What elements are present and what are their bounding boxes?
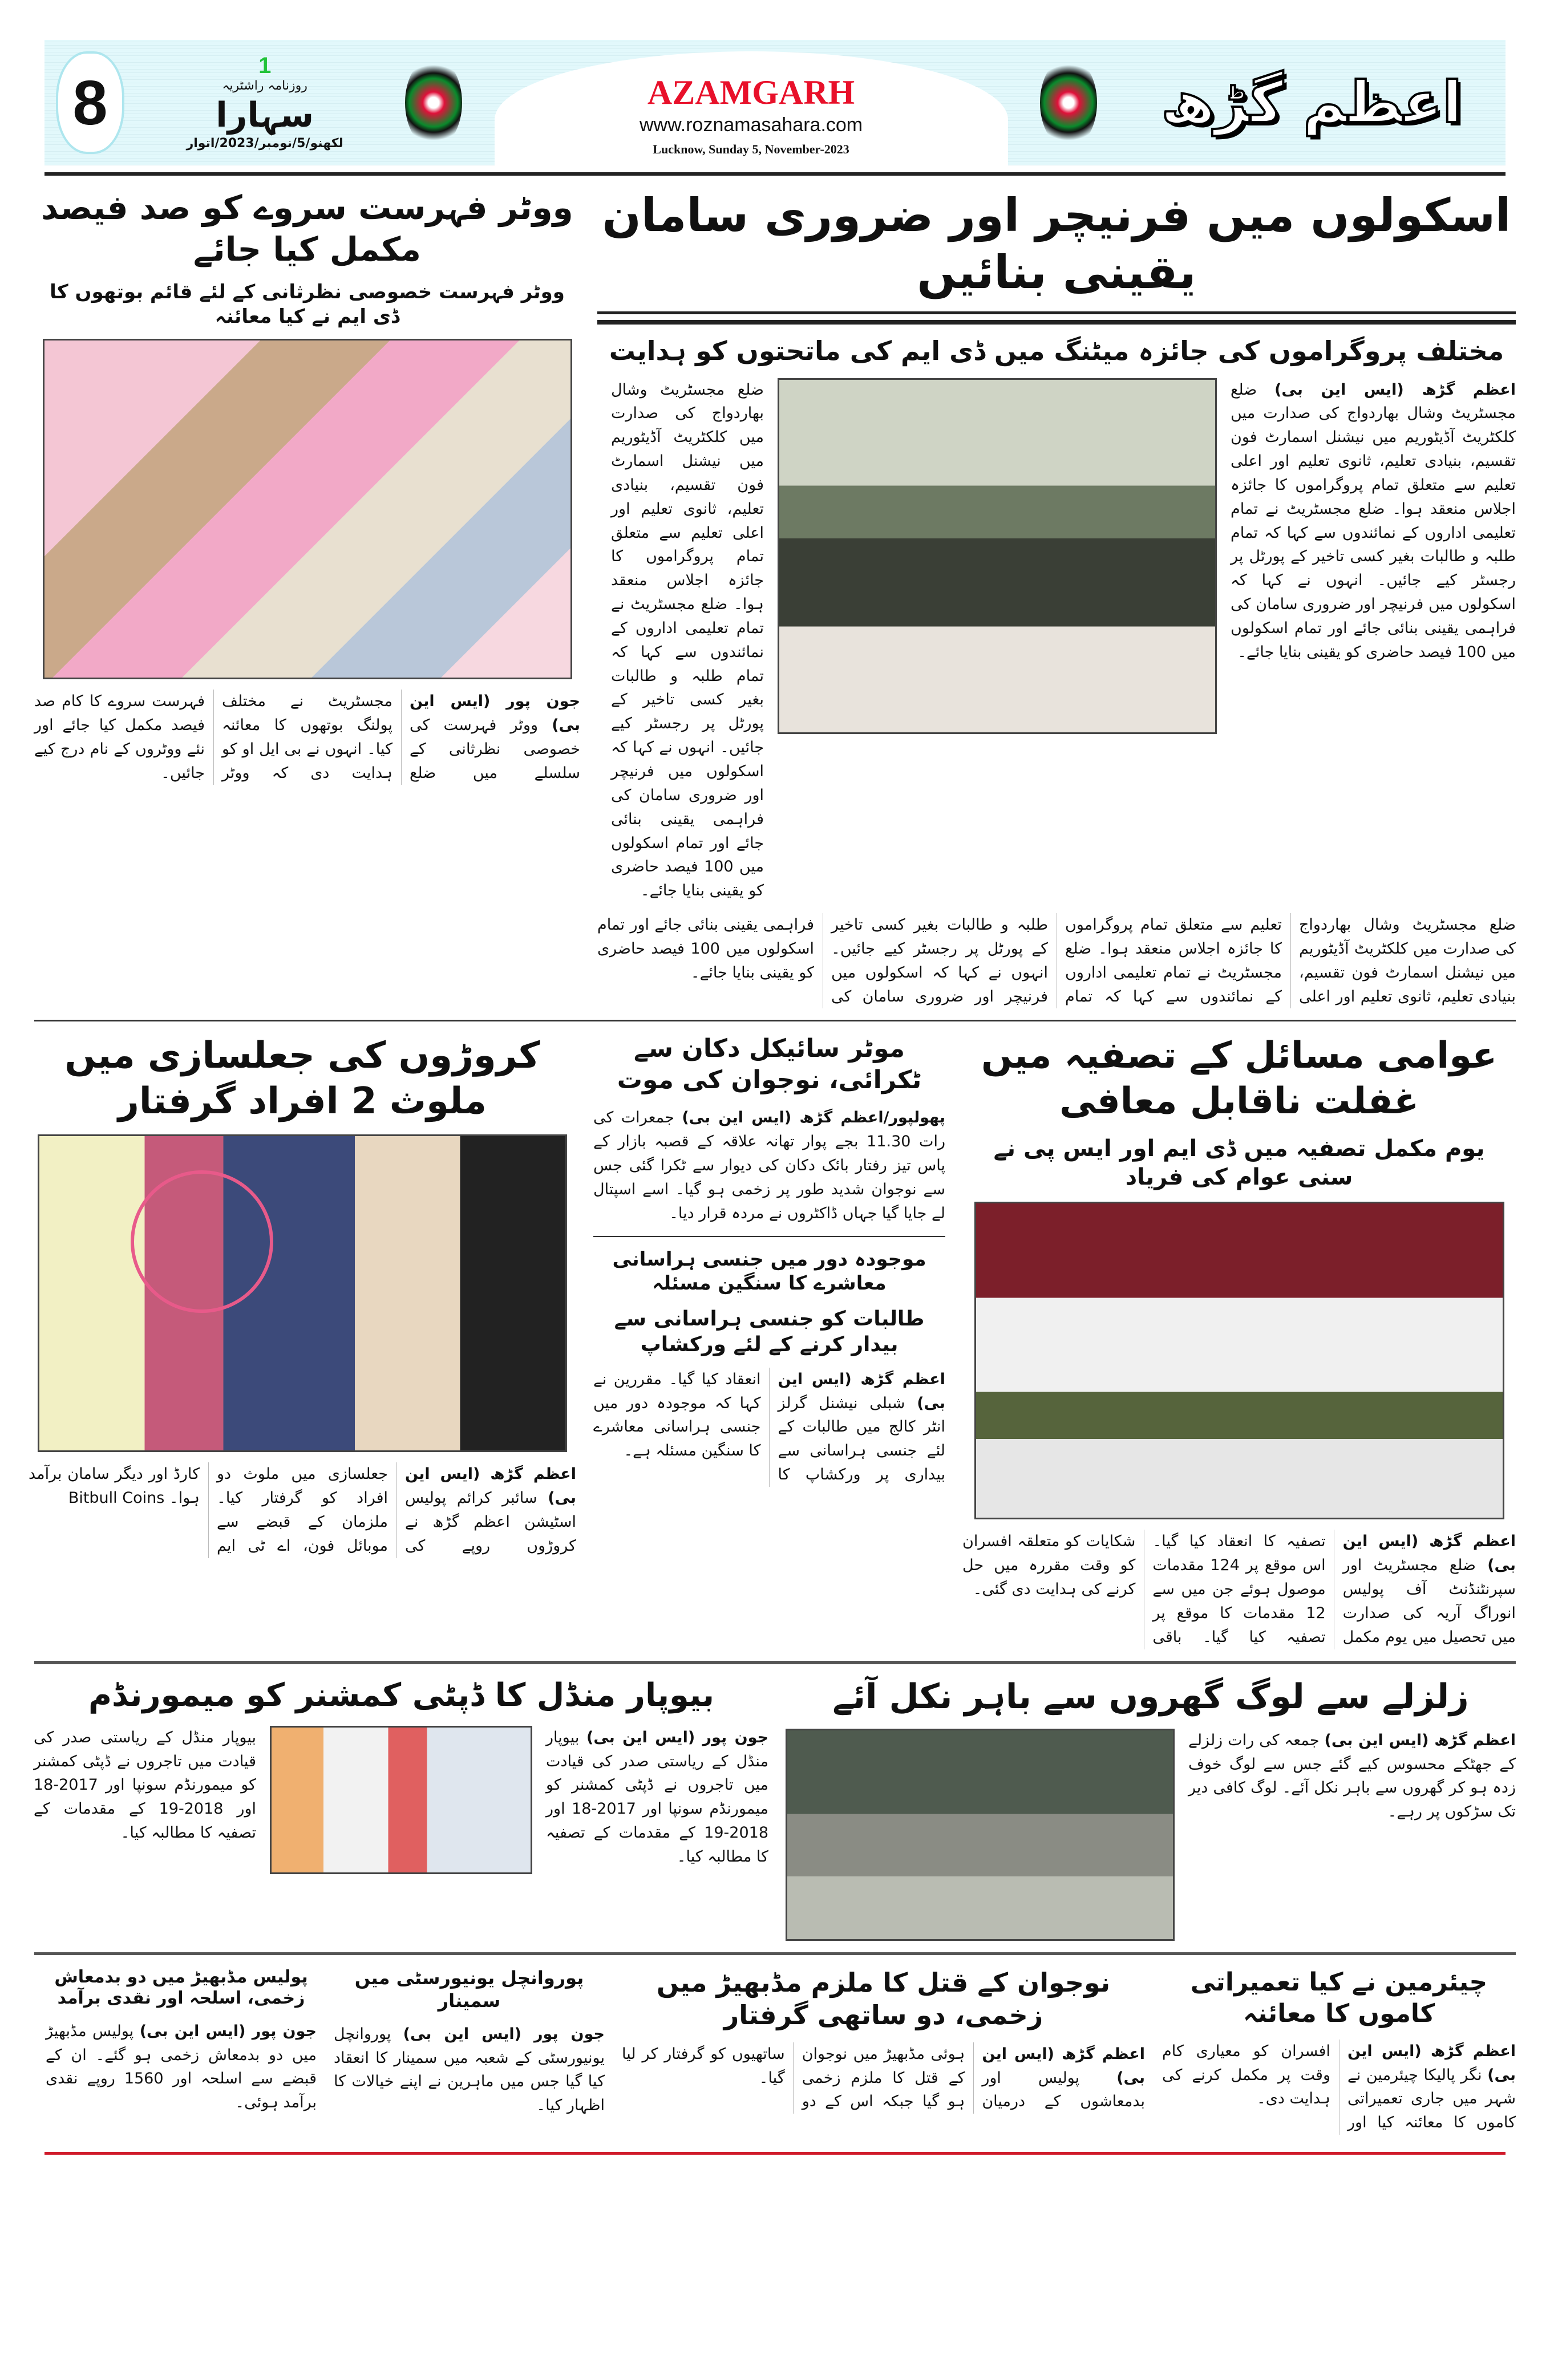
headline: عوامی مسائل کے تصفیہ میں غفلت ناقابل معافی [981,1035,1498,1123]
article-text: ووٹر فہرست کی خصوصی نظرثانی کے سلسلے میں ضلع مجسٹریٹ نے مختلف پولنگ بوتھوں کا معائنہ کیا۔ انہوں نے بی ایل او کو ہدایت دی کہ ووٹر فہرست سروے کا کام صد فیصد مکمل کیا جائے اور نئے ووٹروں کے نام درج کیے جائیں۔ [34,692,580,782]
website-link[interactable]: www.roznamasahara.com [639,114,863,136]
byline: اعظم گڑھ (ایس این بی) [1324,1731,1516,1749]
byline: اعظم گڑھ (ایس این بی) [982,2045,1145,2087]
article-body-continued [611,378,764,903]
logo-block [156,40,373,165]
byline: اعظم گڑھ (ایس این بی) [1347,2042,1516,2084]
byline: جون پور (ایس این بی) [586,1728,768,1746]
headline: موٹر سائیکل دکان سے ٹکرائی، نوجوان کی موت [617,1034,922,1095]
article-earthquake [786,1676,1516,1941]
divider [34,1020,1516,1021]
byline: اعظم گڑھ (ایس این بی) [778,1370,945,1412]
masthead-dome [495,51,1008,165]
row-3 [34,1676,1516,1941]
article-text: جمعرات کی رات 11.30 بجے پوار تھانہ علاقہ کے قصبہ بازار کے پاس تیز رفتار بائک دکان کی دیوار سے ٹکرا گئی جس سے نوجوان شدید طور پر زخمی ہو گیا۔ اسے اسپتال لے جایا گیا جہاں ڈاکٹروں نے مردہ قرار دیا۔ [593,1109,945,1222]
article-body [29,1462,576,1558]
article-text: بیوپار منڈل کے ریاستی صدر کی قیادت میں تاجروں نے ڈپٹی کمشنر کو میمورنڈم سونپا اور 2017-18 اور 2018-19 کے مقدمات کے تصفیہ کا مطالبہ کیا۔ [546,1728,768,1866]
article-body [593,1368,945,1487]
headline: کروڑوں کی جعلسازی میں ملوث 2 افراد گرفتار [64,1035,540,1123]
row-1 [34,187,1516,1008]
article-text: نگر پالیکا چیئرمین نے شہر میں جاری تعمیراتی کاموں کا معائنہ کیا اور افسران کو معیاری کام وقت پر مکمل کرنے کی ہدایت دی۔ [1162,2042,1516,2132]
article-text: پولیس اور بدمعاشوں کے درمیان ہوئی مڈبھیڑ میں نوجوان کے قتل کا ملزم زخمی ہو گیا جبکہ اس کے دو ساتھیوں کو گرفتار کر لیا گیا۔ [622,2045,1145,2111]
logo-mark: 1 [258,53,272,79]
headline: اسکولوں میں فرنیچر اور ضروری سامان یقینی بنائیں [602,189,1511,299]
headline: چیئرمین نے کیا تعمیراتی کاموں کا معائنہ [1190,1967,1488,2028]
masthead [44,40,1506,165]
byline: اعظم گڑھ (ایس این بی) [405,1465,576,1507]
article-body [46,2020,317,2115]
headline: موجودہ دور میں جنسی ہراسانی معاشرے کا سنگین مسئلہ [612,1247,926,1295]
article-text: ضلع مجسٹریٹ وشال بھاردواج کی صدارت میں کلکٹریٹ آڈیٹوریم میں نیشنل اسمارٹ فون تقسیم، بنیادی تعلیم، ثانوی تعلیم اور اعلی تعلیم سے متعلق تمام پروگراموں کا جائزہ اجلاس منعقد ہوا۔ ضلع مجسٹریٹ نے تمام تعلیمی اداروں کے نمائندوں سے کہا کہ تمام طلبہ و طالبات بغیر کسی تاخیر کے پورٹل پر رجسٹر کیے جائیں۔ انہوں نے کہا کہ اسکولوں میں فرنیچر اور ضروری سامان کی فراہمی یقینی بنائی جائے اور تمام اسکولوں میں 100 فیصد حاضری کو یقینی بنایا جائے۔ [1231,380,1516,661]
divider [597,311,1516,314]
photo-traders-memorandum [270,1726,532,1874]
article-schools [597,187,1516,1008]
article-text: پولیس مڈبھیڑ میں دو بدمعاش زخمی ہو گئے۔ ان کے قبضے سے اسلحہ اور 1560 روپے نقدی برآمد ہوئی۔ [46,2022,317,2112]
divider [34,1952,1516,1955]
subheadline: ووٹر فہرست خصوصی نظرثانی کے لئے قائم بوتھوں کا ڈی ایم نے کیا معائنہ [50,281,565,328]
row-2 [29,1033,1516,1649]
article-schools-content [597,378,1516,903]
article-body [622,2042,1145,2114]
article-fraud [29,1033,576,1558]
headline: ووٹر فہرست سروے کو صد فیصد مکمل کیا جائے [41,188,573,269]
article-body [1231,378,1516,664]
article-body [546,1726,768,1869]
divider [597,320,1516,325]
byline: جون پور (ایس این بی) [403,2025,605,2043]
headline: بیوپار منڈل کا ڈپٹی کمشنر کو میمورنڈم [88,1676,715,1714]
subheadline: طالبات کو جنسی ہراسانی سے بیدار کرنے کے لئے ورکشاپ [614,1307,925,1356]
byline: اعظم گڑھ (ایس این بی) [1342,1532,1516,1575]
subheadline: یوم مکمل تصفیہ میں ڈی ایم اور ایس پی نے سنی عوام کی فریاد [993,1136,1485,1191]
photo-arrested-accused [38,1134,567,1452]
row-4 [34,1967,1516,2135]
article-text: سائبر کرائم پولیس اسٹیشن اعظم گڑھ نے کروڑوں روپے کی جعلسازی میں ملوث دو افراد کو گرفتار کیا۔ ملزمان کے قبضے سے موبائل فون، اے ٹی ایم کارڈ اور دیگر سامان برآمد ہوا۔ Bitbull Coins [29,1465,576,1555]
highlight-circle [131,1170,273,1313]
headline: زلزلے سے لوگ گھروں سے باہر نکل آئے [832,1676,1469,1717]
photo-booth-inspection [43,339,572,679]
article-grievance [962,1033,1516,1649]
article-seminar [334,1967,605,2118]
byline: اعظم گڑھ (ایس این بی) [1274,380,1516,399]
article-traders-content [34,1726,768,1874]
photo-grievance-day [974,1202,1504,1519]
article-body-continued [34,1726,256,1845]
byline: جون پور (ایس این بی) [410,692,580,734]
article-text: شبلی نیشنل گرلز انٹر کالج میں طالبات کے لئے جنسی ہراسانی سے بیداری پر ورکشاپ کا انعقاد کیا گیا۔ مقررین نے کہا کہ موجودہ دور میں جنسی ہراسانی معاشرے کا سنگین مسئلہ ہے۔ [593,1370,945,1484]
emblem-icon [405,57,462,148]
byline: جون پور (ایس این بی) [139,2022,317,2040]
subheadline: مختلف پروگراموں کی جائزہ میٹنگ میں ڈی ایم کی ماتحتوں کو ہدایت [609,335,1504,366]
article-body [962,1530,1516,1649]
article-earthquake-content [786,1729,1516,1941]
article-murder [622,1967,1145,2114]
article-text: ضلع مجسٹریٹ وشال بھاردواج کی صدارت میں کلکٹریٹ آڈیٹوریم میں نیشنل اسمارٹ فون تقسیم، بنیادی تعلیم، ثانوی تعلیم اور اعلی تعلیم سے متعلق تمام پروگراموں کا جائزہ اجلاس منعقد ہوا۔ ضلع مجسٹریٹ نے تمام تعلیمی اداروں کے نمائندوں سے کہا کہ تمام طلبہ و طالبات بغیر کسی تاخیر کے پورٹل پر رجسٹر کیے جائیں۔ انہوں نے کہا کہ اسکولوں میں فرنیچر اور ضروری سامان کی فراہمی یقینی بنائی جائے اور تمام اسکولوں میں 100 فیصد حاضری کو یقینی بنایا جائے۔ [597,916,1516,1005]
article-chairman [1162,1967,1516,2135]
headline: نوجوان کے قتل کا ملزم مڈبھیڑ میں زخمی، دو ساتھی گرفتار [656,1967,1111,2031]
article-text: بیوپار منڈل کے ریاستی صدر کی قیادت میں تاجروں نے ڈپٹی کمشنر کو میمورنڈم سونپا اور 2017-18 اور 2018-19 کے مقدمات کے تصفیہ کا مطالبہ کیا۔ [34,1728,256,1842]
headline: پوروانچل یونیورسٹی میں سمینار [354,1967,584,2012]
article-body [34,690,580,785]
city-name-english: AZAMGARH [647,74,855,112]
article-body [1162,2040,1516,2135]
photo-review-meeting [778,378,1217,734]
article-encounter [46,1967,317,2115]
page-number: 8 [56,51,124,154]
byline: پھولپور/اعظم گڑھ (ایس این بی) [682,1109,945,1127]
article-voter [34,187,580,785]
article-body [334,2022,605,2118]
headline: پولیس مڈبھیڑ میں دو بدمعاش زخمی، اسلحہ اور نقدی برآمد [54,1967,308,2009]
footer-rule [44,2152,1506,2155]
dateline: Lucknow, Sunday 5, November-2023 [653,142,849,157]
divider [44,172,1506,176]
article-text: پوروانچل یونیورسٹی کے شعبہ میں سمینار کا انعقاد کیا گیا جس میں ماہرین نے اپنے خیالات کا اظہار کیا۔ [334,2025,605,2115]
article-text: ضلع مجسٹریٹ اور سپرنٹنڈنٹ آف پولیس انوراگ آریہ کی صدارت میں تحصیل میں یوم مکمل تصفیہ کا انعقاد کیا گیا۔ اس موقع پر 124 مقدمات موصول ہوئے جن میں سے 12 مقدمات کا موقع پر تصفیہ کیا گیا۔ باقی شکایات کو متعلقہ افسران کو وقت مقررہ میں حل کرنے کی ہدایت دی گئی۔ [962,1532,1516,1646]
city-name-urdu: اعظم گڑھ [1161,69,1462,136]
article-motorcycle [593,1033,945,1486]
divider [593,1236,945,1237]
divider [34,1661,1516,1664]
article-traders [34,1676,768,1874]
article-text: جمعہ کی رات زلزلے کے جھٹکے محسوس کیے گئے جس سے لوگ خوف زدہ ہو کر گھروں سے باہر نکل آئے۔ لوگ کافی دیر تک سڑکوں پر رہے۔ [1188,1731,1516,1821]
article-body [593,1106,945,1225]
article-text: ضلع مجسٹریٹ وشال بھاردواج کی صدارت میں کلکٹریٹ آڈیٹوریم میں نیشنل اسمارٹ فون تقسیم، بنیادی تعلیم، ثانوی تعلیم اور اعلی تعلیم سے متعلق تمام پروگراموں کا جائزہ اجلاس منعقد ہوا۔ ضلع مجسٹریٹ نے تمام تعلیمی اداروں کے نمائندوں سے کہا کہ تمام طلبہ و طالبات بغیر کسی تاخیر کے پورٹل پر رجسٹر کیے جائیں۔ انہوں نے کہا کہ اسکولوں میں فرنیچر اور ضروری سامان کی فراہمی یقینی بنائی جائے اور تمام اسکولوں میں 100 فیصد حاضری کو یقینی بنایا جائے۔ [611,380,764,900]
article-body [1188,1729,1516,1824]
article-body-continued [597,913,1516,1008]
logo-tagline: روزنامہ راشٹریہ [222,79,307,94]
logo: سہارا [216,95,314,135]
urdu-date: لکھنو/5/نومبر/2023/اتوار [186,136,343,151]
photo-earthquake-street [786,1729,1175,1941]
emblem-icon [1040,57,1097,148]
